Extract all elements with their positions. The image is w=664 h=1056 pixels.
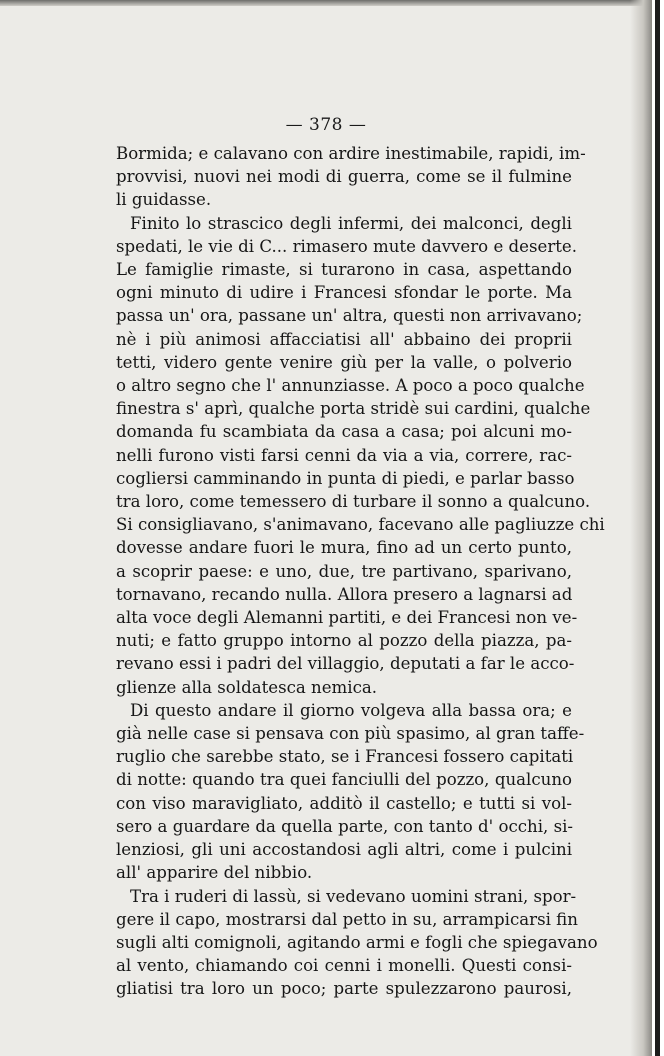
paragraph-start-line: Tra i ruderi di lassù, si vedevano uomini strani, spor- <box>130 886 577 906</box>
text-line: sugli alti comignoli, agitando armi e fogli che spiegavano <box>116 932 598 952</box>
text-line: nè i più animosi affacciatisi all' abbaino dei proprii <box>116 329 572 349</box>
paragraph-start-line: Di questo andare il giorno volgeva alla bassa ora; e <box>130 700 572 720</box>
text-line: alta voce degli Alemanni partiti, e dei Francesi non ve- <box>116 608 578 628</box>
text-line: li guidasse. <box>116 190 212 210</box>
text-line: Bormida; e calavano con ardire inestimabile, rapidi, im- <box>116 144 586 163</box>
text-line: tra loro, come temessero di turbare il sonno a qualcuno. <box>116 492 591 512</box>
text-line: tetti, videro gente venire giù per la valle, o polverio <box>116 352 572 372</box>
text-line: di notte: quando tra quei fanciulli del pozzo, qualcuno <box>116 770 572 790</box>
text-line: sero a guardare da quella parte, con tanto d' occhi, si- <box>116 816 574 836</box>
text-line: o altro segno che l' annunziasse. A poco a poco qualche <box>116 376 585 396</box>
text-line: lenziosi, gli uni accostandosi agli altri, come i pulcini <box>116 840 572 860</box>
paragraph-start-line: Finito lo strascico degli infermi, dei malconci, degli <box>130 213 572 233</box>
text-line: provvisi, nuovi nei modi di guerra, come se il fulmine <box>116 167 572 187</box>
text-line: gliatisi tra loro un poco; parte spulezzarono paurosi, <box>116 979 572 999</box>
scan-border-rule <box>652 0 664 1056</box>
text-line: glienze alla soldatesca nemica. <box>116 677 378 697</box>
text-line: nelli furono visti farsi cenni da via a via, correre, rac- <box>116 445 572 465</box>
page-number: — 378 — <box>285 115 367 135</box>
text-line: Si consigliavano, s'animavano, facevano alle pagliuzze chi <box>116 515 605 535</box>
text-line: cogliersi camminando in punta di piedi, e parlar basso <box>116 468 575 488</box>
text-line: già nelle case si pensava con più spasimo, al gran taffe- <box>116 724 585 744</box>
text-line: revano essi i padri del villaggio, deputati a far le acco- <box>116 654 575 674</box>
text-line: tornavano, recando nulla. Allora presero a lagnarsi ad <box>116 584 573 604</box>
text-line: a scoprir paese: e uno, due, tre partivano, sparivano, <box>116 561 572 581</box>
text-line: finestra s' aprì, qualche porta stridè sui cardini, qualche <box>116 399 591 419</box>
text-line: al vento, chiamando coi cenni i monelli. Questi consi- <box>116 956 572 976</box>
text-line: dovesse andare fuori le mura, fino ad un certo punto, <box>116 538 572 558</box>
spine-shadow <box>630 0 652 1056</box>
text-line: ogni minuto di udire i Francesi sfondar le porte. Ma <box>116 283 572 303</box>
text-line: spedati, le vie di C... rimasero mute davvero e deserte. <box>116 236 578 256</box>
text-line: nuti; e fatto gruppo intorno al pozzo della piazza, pa- <box>116 631 572 651</box>
text-line: con viso maravigliato, additò il castello; e tutti si vol- <box>116 793 572 813</box>
text-line: all' apparire del nibbio. <box>116 863 313 883</box>
body-text <box>116 142 605 1001</box>
text-line: passa un' ora, passane un' altra, questi non arrivavano; <box>116 306 583 326</box>
text-line: ruglio che sarebbe stato, se i Francesi fossero capitati <box>116 747 574 767</box>
text-line: Le famiglie rimaste, si turarono in casa, aspettando <box>116 260 572 280</box>
text-line: gere il capo, mostrarsi dal petto in su, arrampicarsi fin <box>116 909 578 929</box>
page-top-edge <box>0 0 652 6</box>
text-line: domanda fu scambiata da casa a casa; poi alcuni mo- <box>116 422 572 442</box>
